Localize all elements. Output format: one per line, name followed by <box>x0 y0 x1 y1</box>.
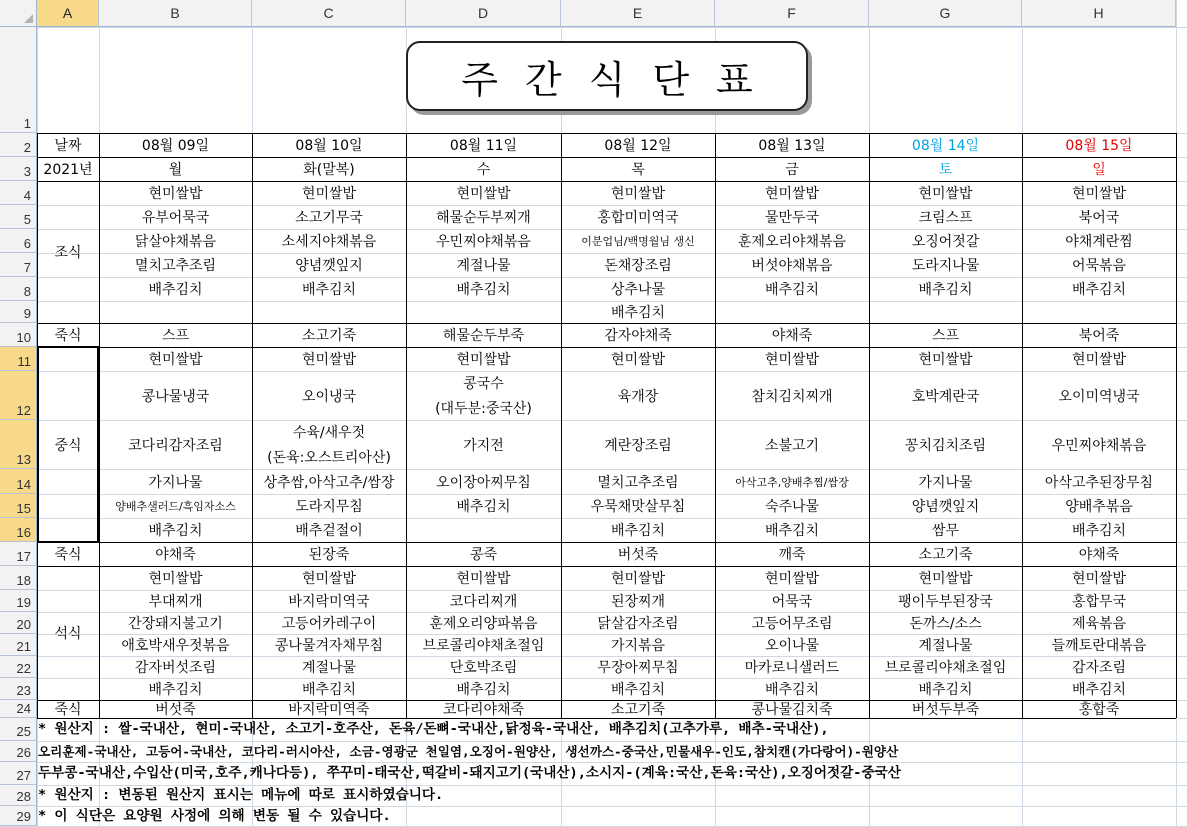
page-title: 주간식단표 <box>461 57 780 102</box>
lunch-menu-cell[interactable]: 현미쌀밥 <box>301 352 357 368</box>
dinner-menu-cell[interactable]: 배추김치 <box>1071 682 1127 698</box>
row-header-12[interactable]: 12 <box>0 371 37 420</box>
dinner-menu-cell[interactable]: 감자조림 <box>1071 660 1127 676</box>
breakfast-menu-cell[interactable]: 배추김치 <box>301 282 357 298</box>
dinner-menu-cell[interactable]: 계절나물 <box>918 638 973 654</box>
dinner-menu-cell[interactable]: 현미쌀밥 <box>456 571 511 587</box>
lunch-menu-cell[interactable]: 아삭고추된장무침 <box>1044 474 1154 491</box>
lunch-menu-line: (돈육:오스트리아산) <box>267 449 391 466</box>
lunch-menu-line: 콩나물냉국 <box>141 388 210 405</box>
breakfast-menu-cell[interactable]: 버섯야채볶음 <box>751 258 833 274</box>
lunch-menu-line: 계란장조림 <box>604 437 672 454</box>
breakfast-menu-cell[interactable]: 상추나물 <box>610 282 666 298</box>
breakfast-menu-cell[interactable]: 유부어묵국 <box>141 210 210 226</box>
dinner-menu-cell[interactable]: 감자버섯조림 <box>134 660 217 676</box>
dinner-menu-cell[interactable]: 배추김치 <box>610 682 666 698</box>
row-header-21[interactable]: 21 <box>0 634 37 656</box>
dinner-menu-cell[interactable]: 현미쌀밥 <box>764 571 820 587</box>
lunch-menu-line: 수육/새우젓 <box>292 425 366 442</box>
date-cell[interactable]: 08월 14일 <box>911 138 980 154</box>
breakfast-menu-cell[interactable]: 현미쌀밥 <box>918 186 973 202</box>
lunch-menu-cell[interactable]: 배추김치 <box>764 523 820 539</box>
lunch-menu-cell[interactable]: 현미쌀밥 <box>1071 352 1127 368</box>
year-label-cell[interactable]: 2021년 <box>43 162 93 178</box>
row-header-24[interactable]: 24 <box>0 700 37 718</box>
day-cell[interactable]: 수 <box>476 162 491 178</box>
dinner-menu-cell[interactable]: 계절나물 <box>301 660 357 676</box>
breakfast-menu-cell[interactable]: 돈채장조림 <box>604 258 672 274</box>
lunch-menu-cell[interactable]: 현미쌀밥 <box>764 352 820 368</box>
dinner-menu-cell[interactable]: 무장아찌무침 <box>597 660 679 676</box>
origin-note[interactable]: 오리훈제-국내산, 고등어-국내산, 코다리-러시아산, 소금-영광군 천일염,오징어-원양산, 생선까스-중국산,민물새우-인도,참치캔(가다랑어)-원양산 <box>38 744 899 759</box>
porridge-menu-cell[interactable]: 야채죽 <box>771 328 813 344</box>
breakfast-menu-cell[interactable] <box>869 301 1022 323</box>
origin-note[interactable]: * 이 식단은 요양원 사정에 의해 변동 될 수 있습니다. <box>38 808 391 824</box>
selected-range-A11-A16 <box>37 346 99 543</box>
date-cell[interactable]: 08월 10일 <box>295 138 363 154</box>
row-header-29[interactable]: 29 <box>0 806 37 826</box>
row-header-15[interactable]: 15 <box>0 494 37 518</box>
dinner-menu-cell[interactable]: 마카로니샐러드 <box>744 660 840 676</box>
porridge-menu-cell[interactable]: 된장죽 <box>308 547 350 563</box>
lunch-menu-cell[interactable] <box>252 420 406 469</box>
date-cell[interactable]: 08월 13일 <box>758 138 826 154</box>
dinner-menu-cell[interactable]: 어묵국 <box>771 594 813 610</box>
lunch-menu-cell[interactable]: 현미쌀밥 <box>610 352 666 368</box>
breakfast-menu-cell[interactable]: 멸치고추조림 <box>134 258 217 274</box>
lunch-menu-cell[interactable]: 숙주나물 <box>764 499 820 515</box>
porridge-label-cell[interactable]: 죽식 <box>54 702 82 718</box>
breakfast-menu-cell[interactable]: 도라지나물 <box>911 258 980 274</box>
lunch-menu-cell[interactable]: 현미쌀밥 <box>456 352 511 368</box>
row-header-16[interactable]: 16 <box>0 518 37 542</box>
row-header-17[interactable]: 17 <box>0 542 37 566</box>
dinner-menu-cell[interactable]: 배추김치 <box>918 682 973 698</box>
breakfast-menu-cell[interactable]: 훈제오리야채볶음 <box>737 234 847 250</box>
breakfast-menu-cell[interactable]: 이분업님/백명월님 생신 <box>581 235 695 248</box>
lunch-menu-cell[interactable] <box>252 371 406 420</box>
lunch-menu-line: 소불고기 <box>764 437 820 454</box>
row-header-23[interactable]: 23 <box>0 678 37 700</box>
lunch-menu-cell[interactable] <box>561 371 715 420</box>
border-line <box>37 718 1176 719</box>
porridge-menu-cell[interactable]: 버섯죽 <box>155 702 196 718</box>
breakfast-menu-cell[interactable]: 북어국 <box>1078 210 1120 226</box>
lunch-menu-line: 참치김치찌개 <box>751 388 833 405</box>
title-box[interactable] <box>406 41 808 111</box>
lunch-menu-cell[interactable]: 배추김치 <box>1071 523 1127 539</box>
border-line <box>37 700 1176 701</box>
date-cell[interactable]: 08월 09일 <box>141 138 210 154</box>
dinner-menu-cell[interactable]: 코다리찌개 <box>449 594 518 610</box>
border-line <box>37 347 1176 348</box>
select-all-corner[interactable] <box>0 0 37 27</box>
lunch-menu-cell[interactable] <box>99 420 252 469</box>
lunch-menu-cell[interactable]: 양념깻잎지 <box>911 499 980 515</box>
border-line <box>37 181 1176 182</box>
dinner-menu-cell[interactable]: 배추김치 <box>301 682 357 698</box>
breakfast-menu-cell[interactable]: 현미쌀밥 <box>1071 186 1127 202</box>
dinner-menu-cell[interactable]: 단호박조림 <box>449 660 518 676</box>
breakfast-menu-cell[interactable]: 배추김치 <box>148 282 203 298</box>
breakfast-label-cell[interactable]: 조식 <box>54 245 82 261</box>
porridge-menu-cell[interactable]: 감자야채죽 <box>604 328 672 344</box>
row-header-10[interactable]: 10 <box>0 323 37 347</box>
row-header-14[interactable]: 14 <box>0 469 37 494</box>
breakfast-menu-cell[interactable]: 양념깻잎지 <box>295 258 363 274</box>
porridge-menu-cell[interactable]: 소고기죽 <box>918 547 973 563</box>
lunch-menu-cell[interactable]: 우묵채맛살무침 <box>590 499 686 515</box>
lunch-menu-cell[interactable]: 상추쌈,아삭고추/쌈장 <box>263 474 395 491</box>
date-cell[interactable]: 08월 12일 <box>604 138 672 154</box>
breakfast-menu-cell[interactable]: 배추김치 <box>918 282 973 298</box>
porridge-label-cell[interactable]: 죽식 <box>54 547 82 563</box>
dinner-menu-cell[interactable]: 브로콜리야채초절임 <box>884 660 1007 676</box>
border-line <box>1176 133 1177 718</box>
porridge-menu-cell[interactable]: 야채죽 <box>1078 547 1120 563</box>
border-line <box>1022 133 1023 718</box>
border-line <box>715 133 716 718</box>
porridge-menu-cell[interactable]: 바지락미역죽 <box>288 702 370 718</box>
lunch-menu-cell[interactable]: 현미쌀밥 <box>918 352 973 368</box>
row-header-4[interactable]: 4 <box>0 181 37 205</box>
breakfast-menu-cell[interactable]: 물만두국 <box>764 210 820 226</box>
lunch-menu-cell[interactable] <box>561 420 715 469</box>
lunch-menu-line: 코다리감자조림 <box>128 437 223 454</box>
lunch-menu-cell[interactable]: 아삭고추,양배추찜/쌈장 <box>735 475 849 489</box>
column-header-F[interactable]: F <box>715 0 869 27</box>
date-cell[interactable]: 08월 15일 <box>1065 138 1133 154</box>
breakfast-menu-cell[interactable]: 닭살야채볶음 <box>134 234 217 250</box>
lunch-menu-cell[interactable]: 배추겉절이 <box>295 523 363 539</box>
breakfast-menu-cell[interactable]: 배추김치 <box>610 305 666 321</box>
porridge-menu-cell[interactable]: 소고기죽 <box>301 328 357 344</box>
gridline <box>0 27 1187 28</box>
dinner-menu-cell[interactable]: 홍합무국 <box>1071 594 1127 610</box>
day-cell[interactable]: 화(말복) <box>303 162 355 178</box>
lunch-menu-line: 호박계란국 <box>911 388 980 405</box>
porridge-menu-cell[interactable]: 깨죽 <box>778 547 806 563</box>
dinner-menu-cell[interactable]: 부대찌개 <box>148 594 203 610</box>
column-header-C[interactable]: C <box>252 0 406 27</box>
breakfast-menu-cell[interactable] <box>715 301 869 323</box>
row-header-20[interactable]: 20 <box>0 612 37 634</box>
row-header-6[interactable]: 6 <box>0 229 37 253</box>
breakfast-menu-cell[interactable]: 현미쌀밥 <box>148 186 203 202</box>
row-header-3[interactable]: 3 <box>0 157 37 181</box>
porridge-menu-cell[interactable]: 소고기죽 <box>610 702 666 718</box>
dinner-menu-cell[interactable]: 바지락미역국 <box>288 594 370 610</box>
row-header-9[interactable]: 9 <box>0 301 37 323</box>
row-header-18[interactable]: 18 <box>0 566 37 590</box>
border-line <box>37 566 1176 567</box>
lunch-menu-cell[interactable]: 가지나물 <box>918 474 973 491</box>
column-header-E[interactable]: E <box>561 0 715 27</box>
row-header-2[interactable]: 2 <box>0 133 37 157</box>
lunch-label-cell[interactable]: 중식 <box>54 437 82 454</box>
breakfast-menu-cell[interactable]: 배추김치 <box>456 282 511 298</box>
row-header-7[interactable]: 7 <box>0 253 37 277</box>
lunch-menu-cell[interactable] <box>1022 420 1176 469</box>
border-line <box>869 133 870 718</box>
porridge-label-cell[interactable]: 죽식 <box>54 328 82 344</box>
lunch-menu-cell[interactable]: 도라지무침 <box>295 499 363 515</box>
lunch-menu-line: 가지전 <box>463 437 504 454</box>
day-cell[interactable]: 금 <box>785 162 799 178</box>
dinner-menu-cell[interactable]: 제육볶음 <box>1071 616 1127 632</box>
border-line <box>406 133 407 718</box>
row-header-8[interactable]: 8 <box>0 277 37 301</box>
breakfast-menu-cell[interactable]: 야채계란찜 <box>1065 234 1133 250</box>
row-header-27[interactable]: 27 <box>0 762 37 785</box>
dinner-menu-cell[interactable]: 배추김치 <box>148 682 203 698</box>
breakfast-menu-cell[interactable]: 배추김치 <box>764 282 820 298</box>
lunch-menu-line: 콩국수 <box>463 376 504 393</box>
column-header-G[interactable]: G <box>869 0 1022 27</box>
lunch-menu-cell[interactable] <box>715 420 869 469</box>
lunch-menu-cell[interactable]: 배추김치 <box>610 523 666 539</box>
border-line <box>561 133 562 718</box>
lunch-menu-cell[interactable]: 가지나물 <box>148 474 203 491</box>
breakfast-menu-cell[interactable]: 현미쌀밥 <box>456 186 511 202</box>
porridge-menu-cell[interactable]: 코다리야채죽 <box>442 702 525 718</box>
origin-note[interactable]: * 원산지 : 변동된 원산지 표시는 메뉴에 따로 표시하였습니다. <box>38 787 444 803</box>
breakfast-menu-cell[interactable]: 어묵볶음 <box>1071 258 1127 274</box>
lunch-menu-line: 오이미역냉국 <box>1058 388 1140 405</box>
lunch-menu-line: 우민찌야채볶음 <box>1051 437 1147 454</box>
lunch-menu-cell[interactable]: 배추김치 <box>456 499 511 515</box>
dinner-menu-cell[interactable]: 돈까스/소스 <box>909 616 982 632</box>
breakfast-menu-cell[interactable]: 현미쌀밥 <box>610 186 666 202</box>
row-header-5[interactable]: 5 <box>0 205 37 229</box>
lunch-menu-line: (대두분:중국산) <box>435 400 532 417</box>
dinner-menu-cell[interactable]: 현미쌀밥 <box>301 571 357 587</box>
border-line <box>37 133 1176 134</box>
breakfast-menu-cell[interactable]: 크림스프 <box>918 210 973 226</box>
breakfast-menu-cell[interactable]: 현미쌀밥 <box>764 186 820 202</box>
lunch-menu-cell[interactable] <box>406 371 561 420</box>
row-header-11[interactable]: 11 <box>0 347 37 371</box>
origin-note[interactable]: * 원산지 : 쌀-국내산, 현미-국내산, 소고기-호주산, 돈육/돈뼈-국내산,닭정육-국내산, 배추김치(고추가루, 배추-국내산), <box>38 721 829 737</box>
dinner-menu-cell[interactable]: 콩나물겨자채무침 <box>274 638 384 654</box>
lunch-menu-cell[interactable]: 오이장아찌무침 <box>436 474 531 491</box>
dinner-menu-cell[interactable]: 브로콜리야채초절임 <box>422 638 545 654</box>
border-line <box>37 542 1176 543</box>
date-cell[interactable]: 08월 11일 <box>449 138 518 154</box>
breakfast-menu-cell[interactable]: 소세지야채볶음 <box>281 234 377 250</box>
lunch-menu-cell[interactable] <box>715 371 869 420</box>
dinner-menu-cell[interactable]: 현미쌀밥 <box>1071 571 1127 587</box>
dinner-menu-cell[interactable]: 닭살감자조림 <box>597 616 679 632</box>
row-header-19[interactable]: 19 <box>0 590 37 612</box>
breakfast-menu-cell[interactable]: 배추김치 <box>1071 282 1127 298</box>
breakfast-menu-cell[interactable]: 해물순두부찌개 <box>436 210 531 226</box>
lunch-menu-cell[interactable] <box>406 420 561 469</box>
porridge-menu-cell[interactable]: 북어죽 <box>1078 328 1120 344</box>
porridge-menu-cell[interactable]: 콩죽 <box>469 547 498 563</box>
lunch-menu-cell[interactable] <box>869 420 1022 469</box>
dinner-menu-cell[interactable]: 간장돼지불고기 <box>128 616 223 632</box>
dinner-label-cell[interactable]: 석식 <box>54 626 82 642</box>
porridge-menu-cell[interactable]: 홍합죽 <box>1078 702 1120 718</box>
lunch-menu-cell[interactable]: 쌈무 <box>931 523 960 539</box>
row-header-25[interactable]: 25 <box>0 718 37 741</box>
border-line <box>37 323 1176 324</box>
border-line <box>37 157 1176 158</box>
breakfast-menu-cell[interactable]: 현미쌀밥 <box>301 186 357 202</box>
lunch-menu-cell[interactable] <box>406 518 561 542</box>
dinner-menu-cell[interactable]: 현미쌀밥 <box>918 571 973 587</box>
breakfast-menu-cell[interactable] <box>406 301 561 323</box>
breakfast-menu-cell[interactable]: 홍합미미역국 <box>597 210 679 226</box>
lunch-menu-line: 육개장 <box>617 388 659 405</box>
dinner-menu-cell[interactable]: 팽이두부된장국 <box>898 594 993 610</box>
lunch-menu-cell[interactable]: 멸치고추조림 <box>597 474 679 491</box>
origin-note[interactable]: 두부콩-국내산,수입산(미국,호주,캐나다등), 쭈꾸미-태국산,떡갈비-돼지고기(국내산),소시지-(계육:국산,돈육:국산),오징어젓갈-중국산 <box>38 765 901 781</box>
porridge-menu-cell[interactable]: 스프 <box>931 328 960 344</box>
dinner-menu-cell[interactable]: 된장찌개 <box>610 594 666 610</box>
day-cell[interactable]: 목 <box>631 162 645 178</box>
dinner-menu-cell[interactable]: 들깨토란대볶음 <box>1051 638 1147 654</box>
day-cell[interactable]: 월 <box>168 162 183 178</box>
lunch-menu-cell[interactable]: 양배추볶음 <box>1065 499 1133 515</box>
dinner-menu-cell[interactable]: 현미쌀밥 <box>148 571 203 587</box>
dinner-menu-cell[interactable]: 고등어무조림 <box>751 616 833 632</box>
porridge-menu-cell[interactable]: 버섯죽 <box>617 547 659 563</box>
breakfast-menu-cell[interactable]: 우민찌야채볶음 <box>436 234 531 250</box>
date-label-cell[interactable]: 날짜 <box>54 138 82 154</box>
dinner-menu-cell[interactable]: 오이나물 <box>764 638 820 654</box>
row-header-28[interactable]: 28 <box>0 785 37 806</box>
lunch-menu-cell[interactable]: 현미쌀밥 <box>148 352 203 368</box>
lunch-menu-cell[interactable]: 배추김치 <box>148 523 203 539</box>
breakfast-menu-cell[interactable] <box>1022 301 1176 323</box>
column-header-H[interactable]: H <box>1022 0 1176 27</box>
dinner-menu-cell[interactable]: 훈제오리양파볶음 <box>429 616 538 632</box>
breakfast-menu-cell[interactable]: 계절나물 <box>456 258 511 274</box>
lunch-menu-cell[interactable] <box>869 371 1022 420</box>
lunch-menu-cell[interactable] <box>1022 371 1176 420</box>
day-cell[interactable]: 일 <box>1092 162 1106 178</box>
lunch-menu-cell[interactable]: 양배추샐러드/흑임자소스 <box>115 500 236 513</box>
breakfast-menu-cell[interactable]: 소고기무국 <box>295 210 363 226</box>
lunch-menu-line: 오이냉국 <box>301 388 357 405</box>
breakfast-menu-cell[interactable] <box>99 301 252 323</box>
row-header-13[interactable]: 13 <box>0 420 37 469</box>
lunch-menu-cell[interactable] <box>99 371 252 420</box>
porridge-menu-cell[interactable]: 스프 <box>161 328 190 344</box>
border-line <box>252 133 253 718</box>
column-header-D[interactable]: D <box>406 0 561 27</box>
dinner-menu-cell[interactable]: 현미쌀밥 <box>610 571 666 587</box>
lunch-menu-line: 꽁치김치조림 <box>904 437 987 454</box>
column-header-B[interactable]: B <box>99 0 252 27</box>
dinner-menu-cell[interactable]: 고등어카레구이 <box>281 616 377 632</box>
row-header-26[interactable]: 26 <box>0 741 37 762</box>
breakfast-menu-cell[interactable] <box>252 301 406 323</box>
breakfast-menu-cell[interactable]: 오징어젓갈 <box>911 234 980 250</box>
dinner-menu-cell[interactable]: 애호박새우젓볶음 <box>121 638 230 654</box>
day-cell[interactable]: 토 <box>938 162 953 178</box>
dinner-menu-cell[interactable]: 배추김치 <box>456 682 511 698</box>
column-header-A[interactable]: A <box>37 0 99 27</box>
dinner-menu-cell[interactable]: 가지볶음 <box>610 638 666 654</box>
dinner-menu-cell[interactable]: 배추김치 <box>764 682 820 698</box>
row-header-1[interactable]: 1 <box>0 27 37 133</box>
porridge-menu-cell[interactable]: 해물순두부죽 <box>442 328 525 344</box>
porridge-menu-cell[interactable]: 버섯두부죽 <box>911 702 980 718</box>
border-line <box>99 133 100 718</box>
porridge-menu-cell[interactable]: 야채죽 <box>155 547 196 563</box>
row-header-22[interactable]: 22 <box>0 656 37 678</box>
porridge-menu-cell[interactable]: 콩나물김치죽 <box>751 702 833 718</box>
